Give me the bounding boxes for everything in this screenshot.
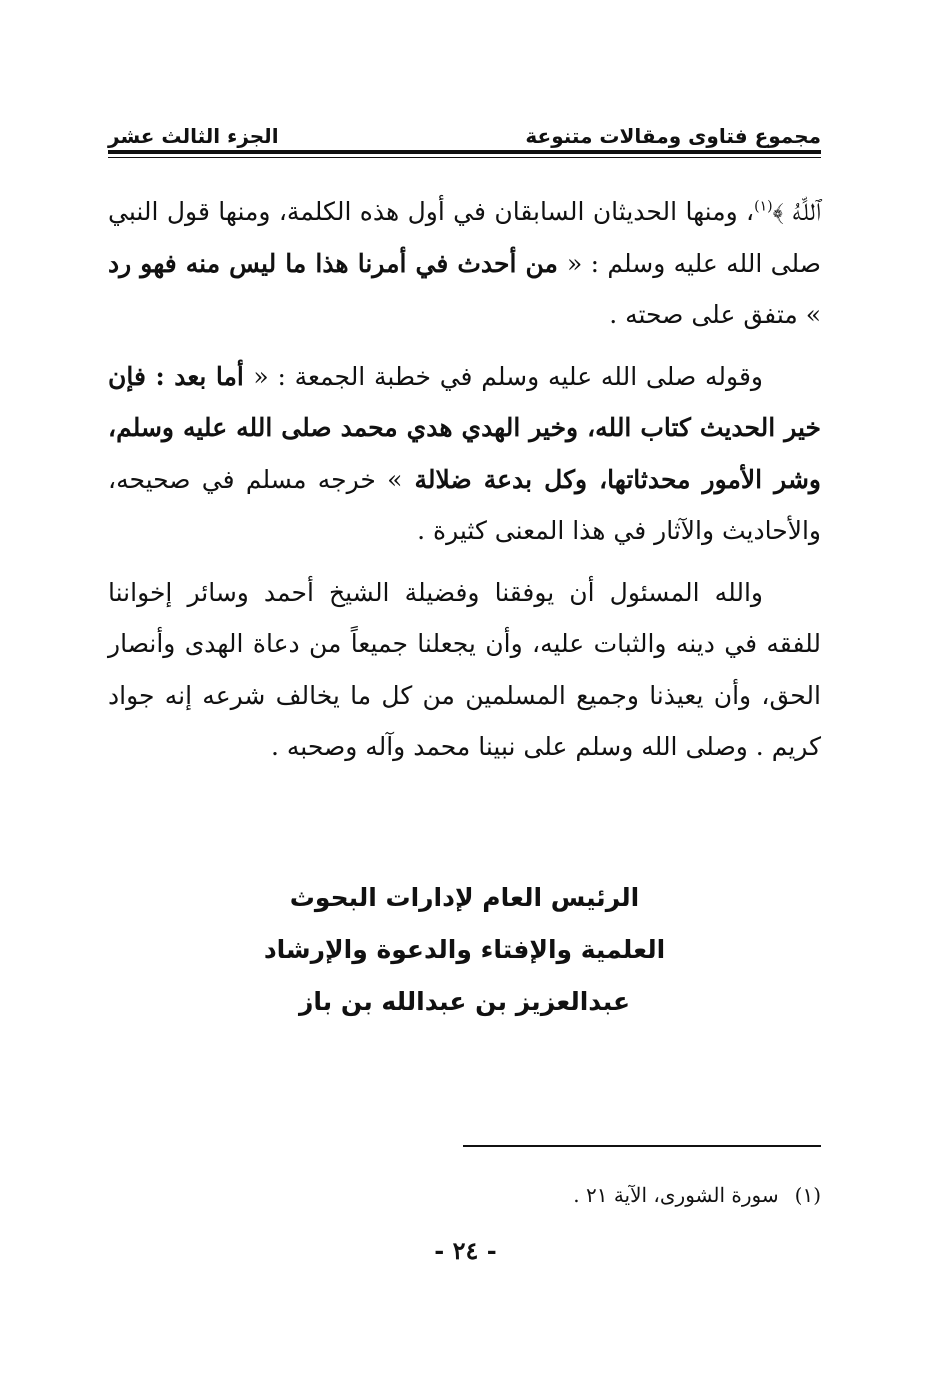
footnote-number: (١): [794, 1183, 821, 1207]
signature-block: [108, 872, 821, 1028]
footnote: [573, 1183, 821, 1207]
paragraph-1: [108, 186, 821, 341]
paragraph-1-text-a: ، ومنها الحديثان السابقان في أول هذه الكلمة، ومنها قول النبي صلى الله عليه وسلم : «: [108, 197, 821, 278]
footnote-marker: (١): [754, 198, 773, 215]
header-rule: [108, 150, 821, 154]
book-title: مجموع فتاوى ومقالات متنوعة: [525, 124, 821, 148]
volume-label: الجزء الثالث عشر: [108, 124, 279, 148]
paragraph-2-text-a: وقوله صلى الله عليه وسلم في خطبة الجمعة : «: [253, 361, 763, 391]
hadith-quote-1: من أحدث في أمرنا هذا ما ليس منه فهو رد: [108, 248, 567, 278]
body-text: [108, 186, 821, 783]
hadith-quote-2: أما بعد : فإن خير الحديث كتاب الله، وخير الهدي هدي محمد صلى الله عليه وسلم، وشر الأمور محدثاتها، وكل بدعة ضلالة: [108, 361, 821, 494]
signature-title-line-2: العلمية والإفتاء والدعوة والإرشاد: [263, 935, 666, 964]
page-number: - ٢٤ -: [434, 1236, 497, 1265]
verse-ending: ﭐﻟﻠَّﻪُ ﴾: [772, 197, 821, 226]
paragraph-2: [108, 351, 821, 557]
paragraph-3: [108, 567, 821, 773]
signature-name: عبدالعزيز بن عبدالله بن باز: [298, 987, 631, 1016]
paragraph-2-text-b: » خرجه مسلم في صحيحه، والأحاديث والآثار في هذا المعنى كثيرة .: [108, 464, 821, 545]
paragraph-1-text-b: » متفق على صحته .: [609, 300, 821, 329]
footnote-text: سورة الشورى، الآية ٢١ .: [573, 1183, 779, 1207]
running-header: [108, 112, 821, 148]
signature-title-line-1: الرئيس العام لإدارات البحوث: [289, 883, 640, 912]
paragraph-3-text: والله المسئول أن يوفقنا وفضيلة الشيخ أحمد وسائر إخواننا للفقه في دينه والثبات عليه، وأن يجعلنا جميعاً من دعاة الهدى وأنصار الحق، وأن يعيذنا وجميع المسلمين من كل ما يخالف شرعه إنه جواد كريم . وصلى الله وسلم على نبينا محمد وآله وصحبه .: [108, 577, 821, 761]
footnote-separator: [463, 1145, 821, 1147]
